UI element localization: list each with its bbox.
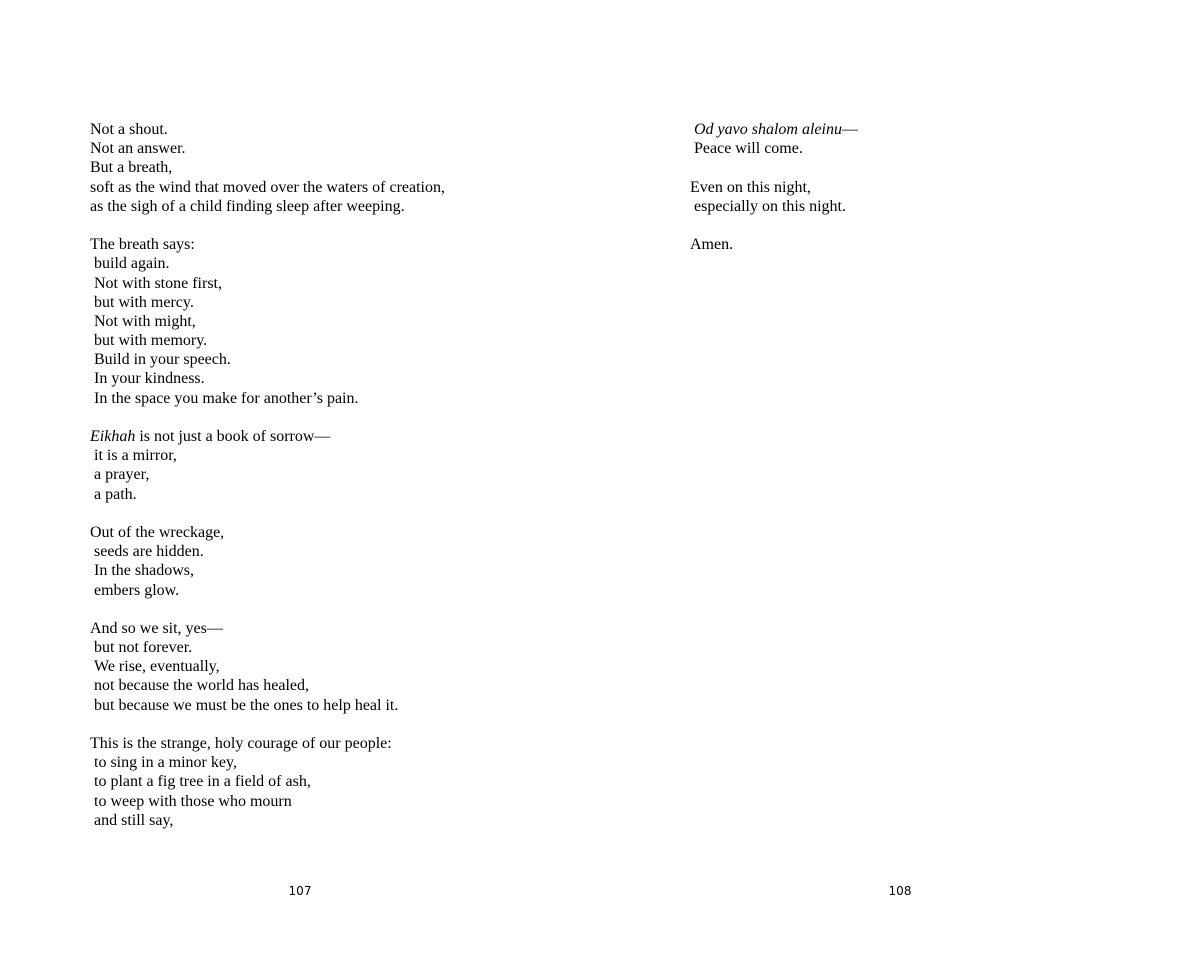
poem-line bbox=[90, 657, 445, 676]
line-text: Not a shout. bbox=[90, 121, 168, 138]
line-text: soft as the wind that moved over the waters of creation, bbox=[90, 178, 445, 196]
poem-line bbox=[90, 638, 445, 657]
poem-line bbox=[90, 676, 445, 695]
line-text: And so we sit, yes— bbox=[90, 619, 223, 637]
line-text: build again. bbox=[94, 255, 170, 273]
poem-line bbox=[90, 139, 445, 158]
line-text: is not just a book of sorrow— bbox=[135, 428, 331, 445]
page-number-left: 107 bbox=[288, 884, 312, 898]
right-page-text bbox=[690, 120, 858, 254]
poem-line bbox=[90, 753, 445, 772]
poem-line bbox=[90, 254, 445, 273]
line-text: to weep with those who mourn bbox=[94, 792, 292, 810]
line-text: Out of the wreckage, bbox=[90, 523, 225, 541]
line-text: to sing in a minor key, bbox=[94, 754, 237, 772]
line-text: a prayer, bbox=[94, 466, 150, 484]
line-text: The breath says: bbox=[90, 236, 195, 254]
line-text: Build in your speech. bbox=[94, 351, 231, 369]
poem-line bbox=[690, 197, 858, 216]
line-text: and still say, bbox=[94, 811, 174, 829]
poem-line bbox=[90, 446, 445, 465]
poem-line bbox=[90, 178, 445, 197]
line-text: We rise, eventually, bbox=[94, 658, 220, 676]
line-text: but with mercy. bbox=[94, 293, 194, 311]
line-text: especially on this night. bbox=[694, 197, 846, 215]
poem-line bbox=[90, 811, 445, 830]
poem-line bbox=[690, 120, 858, 139]
line-text: to plant a fig tree in a field of ash, bbox=[94, 773, 311, 791]
line-text: Even on this night, bbox=[690, 178, 811, 196]
line-text: Not with stone first, bbox=[94, 274, 222, 292]
poem-line bbox=[90, 274, 445, 293]
line-text: not because the world has healed, bbox=[94, 677, 310, 695]
poem-line bbox=[90, 542, 445, 561]
poem-line bbox=[690, 139, 858, 158]
stanza-gap bbox=[90, 715, 445, 734]
page-number-right: 108 bbox=[888, 884, 912, 898]
line-text: seeds are hidden. bbox=[94, 543, 204, 561]
poem-line bbox=[90, 427, 445, 446]
poem-line bbox=[90, 158, 445, 177]
poem-line bbox=[90, 581, 445, 600]
stanza-gap bbox=[690, 158, 858, 177]
poem-line bbox=[90, 485, 445, 504]
left-page-text bbox=[90, 120, 445, 830]
italic-term: Eikhah bbox=[90, 428, 136, 445]
line-text: Amen. bbox=[690, 236, 734, 254]
poem-line bbox=[90, 235, 445, 254]
poem-line bbox=[90, 619, 445, 638]
line-text: but with memory. bbox=[94, 332, 208, 350]
line-text: as the sigh of a child finding sleep after weeping. bbox=[90, 197, 405, 215]
poem-line bbox=[90, 465, 445, 484]
stanza-gap bbox=[90, 408, 445, 427]
poem-line bbox=[90, 389, 445, 408]
line-text: Peace will come. bbox=[694, 140, 803, 158]
stanza-gap bbox=[90, 600, 445, 619]
poem-line bbox=[90, 197, 445, 216]
poem-line bbox=[90, 792, 445, 811]
stanza-gap bbox=[90, 504, 445, 523]
poem-line bbox=[90, 312, 445, 331]
line-text: In your kindness. bbox=[94, 370, 205, 388]
poem-line bbox=[90, 734, 445, 753]
line-text: it is a mirror, bbox=[94, 447, 177, 465]
poem-line bbox=[90, 696, 445, 715]
poem-line bbox=[90, 120, 445, 139]
poem-line bbox=[90, 523, 445, 542]
line-text: Not an answer. bbox=[90, 140, 186, 158]
line-text: embers glow. bbox=[94, 581, 180, 599]
poem-line bbox=[90, 772, 445, 791]
poem-line bbox=[90, 293, 445, 312]
right-page bbox=[600, 0, 1200, 960]
poem-line bbox=[690, 235, 858, 254]
line-text: In the shadows, bbox=[94, 562, 194, 580]
line-text: but not forever. bbox=[94, 639, 193, 657]
line-text: Not with might, bbox=[94, 312, 196, 330]
line-text: but because we must be the ones to help heal it. bbox=[94, 696, 399, 714]
line-text: In the space you make for another’s pain. bbox=[94, 389, 359, 407]
stanza-gap bbox=[690, 216, 858, 235]
poem-line bbox=[90, 350, 445, 369]
poem-line bbox=[90, 331, 445, 350]
line-text: a path. bbox=[94, 485, 137, 503]
poem-line bbox=[90, 369, 445, 388]
poem-line bbox=[90, 561, 445, 580]
line-text: — bbox=[841, 121, 858, 138]
line-text: This is the strange, holy courage of our people: bbox=[90, 735, 392, 752]
poem-line bbox=[690, 178, 858, 197]
stanza-gap bbox=[90, 216, 445, 235]
line-text: But a breath, bbox=[90, 159, 173, 177]
italic-term: Od yavo shalom aleinu bbox=[694, 121, 842, 138]
